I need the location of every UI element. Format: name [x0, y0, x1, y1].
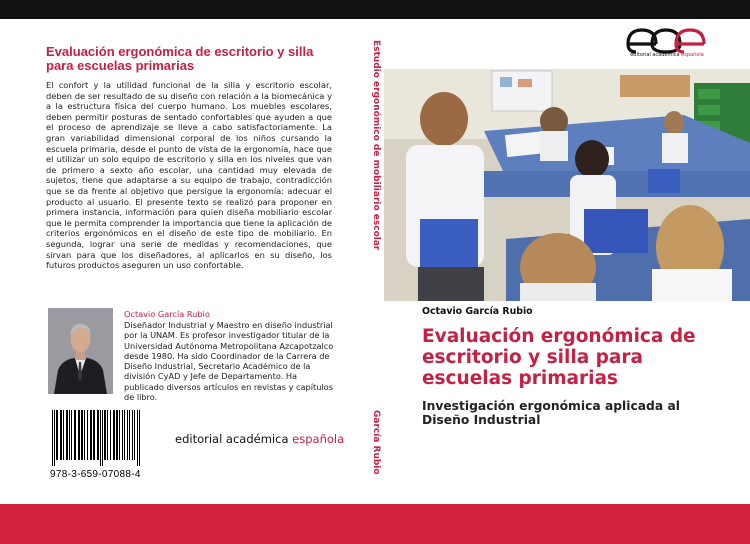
- publisher-wordmark: [175, 432, 344, 446]
- barcode-bar: [100, 410, 101, 466]
- barcode-bar: [113, 410, 115, 460]
- barcode-bar: [104, 410, 106, 460]
- barcode-bar: [107, 410, 108, 460]
- barcode-bar: [116, 410, 118, 460]
- barcode-bar: [127, 410, 128, 460]
- barcode-bar: [69, 410, 70, 460]
- classroom-photo: [384, 69, 750, 301]
- barcode-bar: [137, 410, 138, 466]
- barcode: [50, 410, 154, 466]
- barcode-bar: [102, 410, 103, 466]
- back-cover-synopsis: El confort y la utilidad funcional de la silla y escritorio escolar, deben de ser resultado de su diseño con relación a la biomecánica y a la estructura física del cuerpo humano. Los muebles escolares, deben permitir posturas de sentado confortables que ayuden a que el proceso de aprendizaje se lleve a cabo satisfactoriamente. La gran variabilidad dimensional corporal de los niños cursando la escuela primaria, desde el punto de vista de la ergonomía, hace que el utilizar un solo equipo de escritorio y silla en los niveles que van de primero a sexto año escolar, una cantidad muy elevada de sujetos, tiene que adaptarse a su equipo de trabajo, contradicción que se da frente al objetivo que persigue la ergonomía: adecuar el producto al usuario. El presente texto se realizó para proponer en primera instancia, información para quien diseña mobiliario escolar que le permita comprender la importancia que tiene la aplicación de criterios ergonómicos en el diseño de este tipo de mobiliario. En segunda, lograr una serie de medidas y recomendaciones, que sirvan para que los diseñadores, al aplicarlos en su diseño, los futuros productos aseguren un uso confortable.: [46, 80, 332, 271]
- back-cover-title: Evaluación ergonómica de escritorio y silla para escuelas primarias: [46, 44, 314, 73]
- logo-caption: [620, 52, 714, 58]
- front-cover-subtitle: Investigación ergonómica aplicada al Diseño Industrial: [422, 399, 680, 427]
- barcode-bar: [71, 410, 72, 460]
- barcode-bar: [66, 410, 68, 460]
- bottom-bar: [0, 504, 750, 544]
- barcode-bar: [124, 410, 125, 460]
- barcode-bar: [110, 410, 111, 460]
- barcode-bar: [84, 410, 85, 460]
- top-bar: [0, 0, 750, 19]
- logo-caption-accent: española: [681, 52, 704, 58]
- barcode-bar: [56, 410, 58, 460]
- logo-caption-main: editorial académica: [630, 52, 680, 58]
- barcode-bar: [134, 410, 135, 460]
- front-cover-author: Octavio García Rubio: [422, 306, 533, 317]
- barcode-bar: [139, 410, 140, 466]
- author-bio-name: Octavio García Rubio: [124, 309, 210, 319]
- barcode-bar: [87, 410, 88, 460]
- spine-author: García Rubio: [371, 410, 381, 475]
- barcode-bar: [60, 410, 62, 460]
- barcode-bar: [78, 410, 80, 460]
- barcode-bar: [52, 410, 53, 466]
- barcode-bar: [122, 410, 123, 460]
- publisher-name-accent: española: [292, 432, 345, 446]
- front-cover-title: Evaluación ergonómica de escritorio y silla para escuelas primarias: [422, 326, 696, 389]
- isbn-number: 978-3-659-07088-4: [50, 469, 141, 480]
- barcode-bar: [93, 410, 95, 460]
- author-bio: Diseñador Industrial y Maestro en diseño industrial por la UNAM. Es profesor investigador titular de la Universidad Autónoma Metropolitana Azcapotzalco desde 1980. Ha sido Coordinador de la Carrera de Diseño Industrial, Secretario Académico de la división CyAD y Jefe de Departamento. Ha publicado diversos artículos en revistas y capítulos de libro.: [124, 320, 334, 403]
- barcode-bar: [119, 410, 120, 460]
- barcode-bar: [129, 410, 130, 460]
- spine-title: Estudio ergonómico de mobiliario escolar: [371, 40, 381, 251]
- barcode-bar: [63, 410, 64, 460]
- barcode-bar: [74, 410, 76, 460]
- barcode-bar: [81, 410, 83, 460]
- barcode-bar: [97, 410, 99, 460]
- barcode-bar: [54, 410, 55, 466]
- barcode-bar: [90, 410, 92, 460]
- author-photo: [48, 308, 113, 394]
- publisher-name: editorial académica: [175, 432, 289, 446]
- barcode-bar: [132, 410, 133, 460]
